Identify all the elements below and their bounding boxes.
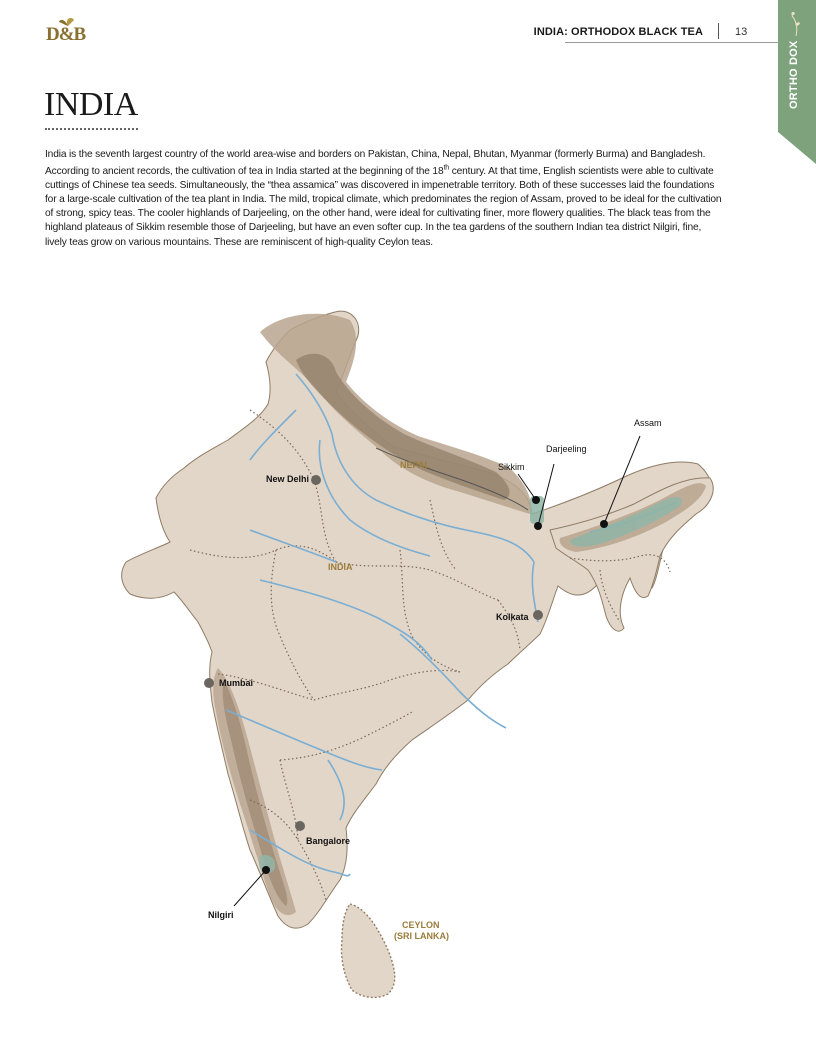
title-dotted-rule	[45, 128, 138, 130]
header-divider	[718, 23, 719, 39]
logo-text: D&B	[46, 24, 86, 45]
india-landmass	[122, 311, 711, 928]
side-tab-label: ORTHO DOX	[788, 40, 800, 110]
kolkata-marker	[533, 610, 543, 620]
superscript: th	[443, 164, 450, 172]
paragraph: India is the seventh largest country of the world area-wise and borders on Pakistan, China, Nepal, Bhutan, Myanmar (formerly Burma) and Bangladesh.	[45, 149, 706, 160]
label-new-delhi: New Delhi	[266, 474, 310, 484]
nilgiri-marker	[262, 866, 270, 874]
brand-logo	[46, 16, 90, 44]
paragraph-part: century. At that time, English scientists were able to cultivate cuttings of Chinese tea seeds. Simultaneously, the “thea assamica” was discovered in impenetrable territory. Both of these successes laid the foundations for a large-scale cultivation of the tea plant in India. The mild, tropical climate, which predominates the region of Assam, proved to be ideal for the cultivation of strong, spicy teas. The cooler highlands of Darjeeling, on the other hand, were ideal for cultivating finer, more flowery qualities. The black teas from the highland plateaus of Sikkim resemble those of Darjeeling, but have an even softer cup. In the tea gardens of the southern Indian tea district Nilgiri, fine, lively teas grow on various mountains. These are reminiscent of high-quality Ceylon teas.	[45, 166, 722, 248]
darjeeling-marker	[534, 522, 542, 530]
page-title: INDIA	[44, 86, 138, 123]
section-title: INDIA: ORTHODOX BLACK TEA	[533, 26, 703, 38]
paragraph-part: According to ancient records, the cultivation of tea in India started at the beginning of the 18	[45, 166, 444, 178]
label-sri-lanka: (SRI LANKA)	[394, 931, 449, 941]
label-mumbai: Mumbai	[219, 678, 254, 688]
label-india: INDIA	[328, 562, 353, 572]
label-ceylon: CEYLON	[402, 920, 440, 930]
assam-marker	[600, 520, 608, 528]
header-rule	[565, 42, 780, 43]
label-assam: Assam	[634, 418, 662, 428]
mumbai-marker	[204, 678, 214, 688]
label-nilgiri: Nilgiri	[208, 910, 234, 920]
label-darjeeling: Darjeeling	[546, 444, 587, 454]
label-nepal: NEPAL	[400, 460, 430, 470]
page-number: 13	[735, 26, 748, 38]
intro-text	[45, 148, 725, 253]
label-kolkata: Kolkata	[496, 612, 529, 622]
sikkim-marker	[532, 496, 540, 504]
bangalore-marker	[295, 821, 305, 831]
sri-lanka-landmass	[341, 904, 394, 997]
india-tea-regions-map	[100, 300, 730, 1000]
label-bangalore: Bangalore	[306, 836, 351, 846]
new-delhi-marker	[311, 475, 321, 485]
paragraph	[45, 165, 725, 250]
label-sikkim: Sikkim	[498, 462, 525, 472]
